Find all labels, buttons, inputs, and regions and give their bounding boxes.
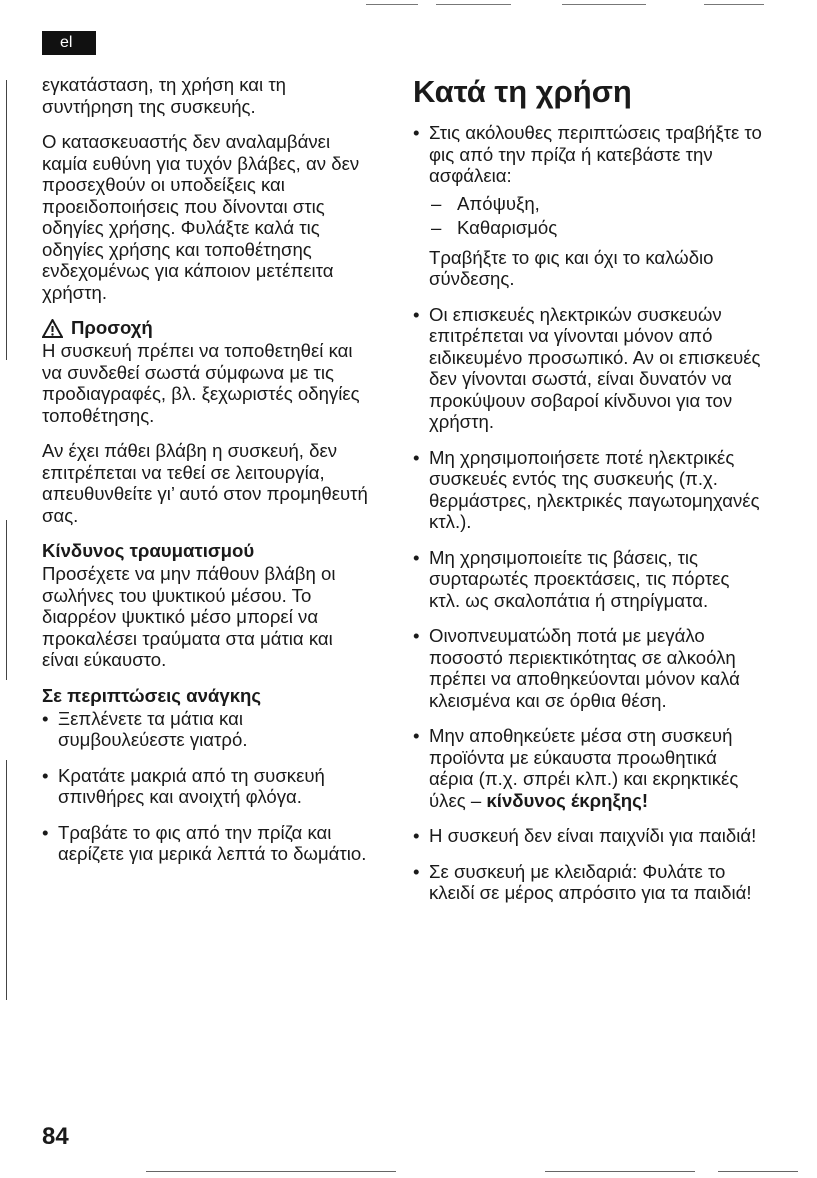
list-item: • Μη χρησιμοποιείτε τις βάσεις, τις συρταρωτές προεκτάσεις, τις πόρτες κτλ. ως σκαλοπάτια ή στηρίγματα. — [413, 547, 763, 612]
refrigerant-paragraph: Προσέχετε να μην πάθουν βλάβη οι σωλήνες του ψυκτικού μέσου. Το διαρρέον ψυκτικό μέσο μπορεί να προκαλέσει τραύματα στα μάτια και είναι εύκαυστο. — [42, 563, 336, 670]
liability-paragraph: Ο κατασκευαστής δεν αναλαμβάνει καμία ευθύνη για τυχόν βλάβες, αν δεν προσεχθούν οι υποδείξεις και προειδοποιήσεις που δίνονται στις οδηγίες χρήσης. Φυλάξτε καλά τις οδηγίες χρήσης και τοποθέτησης ενδεχομένως για κάποιον μετέπειτα χρήστη. — [42, 131, 360, 303]
warning-heading-text: Προσοχή — [71, 317, 153, 338]
list-item-note: Τραβήξτε το φις και όχι το καλώδιο σύνδεσης. — [429, 246, 714, 289]
list-item-text: • Στις ακόλουθες περιπτώσεις τραβήξτε το φις από την πρίζα ή κατεβάστε την ασφάλεια: — [429, 122, 762, 186]
bottom-rule — [146, 1171, 396, 1172]
section-title: Κατά τη χρήση — [413, 74, 632, 109]
top-rule — [436, 4, 511, 5]
intro-paragraph: εγκατάσταση, τη χρήση και τη συντήρηση της συσκευής. — [42, 74, 287, 117]
warning-heading — [42, 317, 372, 339]
top-rule — [562, 4, 646, 5]
bottom-rule — [718, 1171, 798, 1172]
installation-paragraph: Η συσκευή πρέπει να τοποθετηθεί και να συνδεθεί σωστά σύμφωνα με τις προδιαγραφές, βλ. ξεχωριστές οδηγίες τοποθέτησης. — [42, 340, 360, 426]
top-rule — [704, 4, 764, 5]
damage-paragraph: Αν έχει πάθει βλάβη η συσκευή, δεν επιτρέπεται να τεθεί σε λειτουργία, απευθυνθείτε γι’ αυτό στον προμηθευτή σας. — [42, 440, 368, 526]
list-item: • Μη χρησιμοποιήσετε ποτέ ηλεκτρικές συσκευές εντός της συσκευής (π.χ. θερμάστρες, ηλεκτρικές παγωτομηχανές κτλ.). — [413, 447, 763, 533]
language-tab: el — [42, 31, 96, 55]
list-item: • Οινοπνευματώδη ποτά με μεγάλο ποσοστό περιεκτικότητας σε αλκοόλη πρέπει να αποθηκεύονται μόνον καλά κλεισμένα και σε όρθια θέση. — [413, 625, 763, 711]
usage-list — [413, 122, 763, 904]
injury-heading: Κίνδυνος τραυματισμού — [42, 540, 255, 561]
margin-rule — [6, 80, 7, 360]
page-number: 84 — [42, 1123, 69, 1150]
margin-rule — [6, 520, 7, 680]
list-item: • Τραβάτε το φις από την πρίζα και αερίζετε για μερικά λεπτά το δωμάτιο. — [42, 822, 372, 865]
list-item: • Ξεπλένετε τα μάτια και συμβουλεύεστε γιατρό. — [42, 708, 372, 751]
list-item: • Κρατάτε μακριά από τη συσκευή σπινθήρες και ανοιχτή φλόγα. — [42, 765, 372, 808]
sub-list — [429, 193, 763, 239]
emergency-list — [42, 708, 372, 865]
margin-rule — [6, 760, 7, 1000]
list-item — [413, 725, 763, 811]
emergency-heading: Σε περιπτώσεις ανάγκης — [42, 684, 262, 706]
bottom-rule — [545, 1171, 695, 1172]
list-item: • Οι επισκευές ηλεκτρικών συσκευών επιτρέπεται να γίνονται μόνον από ειδικευμένο προσωπικό. Αν οι επισκευές δεν γίνονται σωστά, είναι δυνατόν να προκύψουν σοβαροί κίνδυνοι για τον χρήστη. — [413, 304, 763, 433]
right-column — [413, 74, 763, 918]
list-item — [413, 122, 763, 290]
warning-triangle-icon — [42, 319, 63, 338]
left-column — [42, 74, 372, 879]
explosion-warning: κίνδυνος έκρηξης! — [486, 789, 649, 811]
sub-list-item: – Καθαρισμός — [429, 217, 763, 239]
list-item: • Η συσκευή δεν είναι παιχνίδι για παιδιά! — [413, 825, 763, 847]
top-rule — [366, 4, 418, 5]
list-item: • Σε συσκευή με κλειδαριά: Φυλάτε το κλειδί σε μέρος απρόσιτο για τα παιδιά! — [413, 861, 763, 904]
list-item-text: Μην αποθηκεύετε μέσα στη συσκευή προϊόντα με εύκαυστα προωθητικά αέρια (π.χ. σπρέι κλπ.) και εκρηκτικές ύλες – — [429, 725, 739, 811]
sub-list-item: – Απόψυξη, — [429, 193, 763, 215]
